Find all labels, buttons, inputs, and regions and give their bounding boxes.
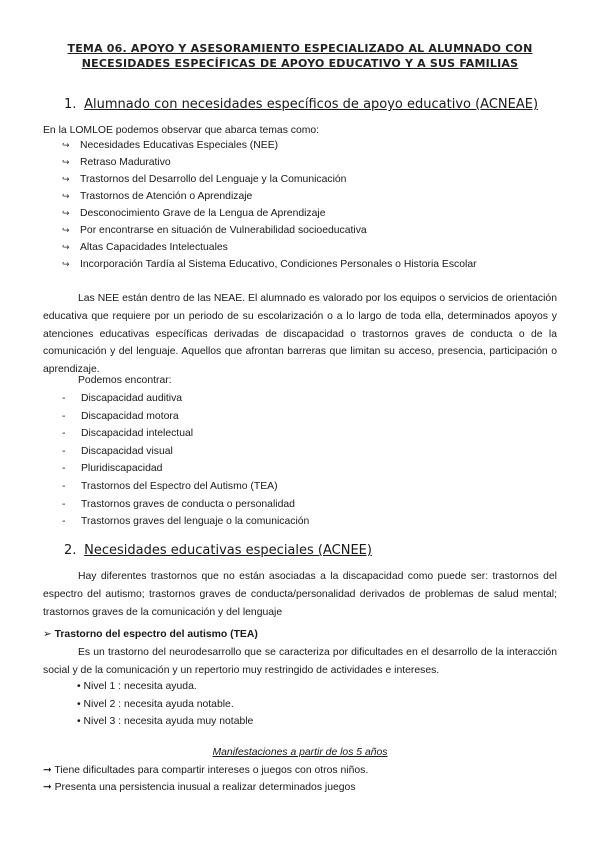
manifestation-item: ➞ Tiene dificultades para compartir intereses o juegos con otros niños. (43, 765, 369, 776)
dash-marker: - (62, 445, 66, 457)
curved-arrow-icon: ↪ (62, 208, 70, 218)
list-item: ↪ Incorporación Tardía al Sistema Educativo, Condiciones Personales o Historia Escolar (62, 256, 477, 273)
section-1-paragraph: Las NEE están dentro de las NEAE. El alumnado es valorado por los equipos o servicios de orientación educativa que requiere por un periodo de su escolarización o a lo largo de toda ella, determinados apoyos y atenciones educativas específicas derivadas de discapacidad o trastornos graves de conducta o de la comunicación y del lenguaje. Aquellos que afrontan barreras que limitan su acceso, presencia, participación o aprendizaje. (43, 293, 557, 376)
curved-arrow-icon: ↪ (62, 225, 70, 235)
list-item: - Trastornos del Espectro del Autismo (TEA) (62, 478, 309, 496)
disability-list (62, 390, 309, 531)
list-item: ↪ Por encontrarse en situación de Vulnerabilidad socioeducativa (62, 222, 477, 239)
manifestation-item: ➞ Presenta una persistencia inusual a realizar determinados juegos (43, 782, 356, 793)
section-1-title: Alumnado con necesidades específicos de apoyo educativo (ACNEAE) (84, 97, 539, 112)
list-item: - Discapacidad visual (62, 443, 309, 461)
list-item: - Discapacidad intelectual (62, 425, 309, 443)
dash-marker: - (62, 410, 66, 422)
dash-marker: - (62, 428, 66, 440)
section-1-intro: En la LOMLOE podemos observar que abarca temas como: (43, 125, 320, 136)
section-1-heading (64, 96, 538, 114)
list-item: - Trastornos graves de conducta o personalidad (62, 496, 309, 514)
curved-arrow-icon: ↪ (62, 157, 70, 167)
list-item: ↪ Retraso Madurativo (62, 154, 477, 171)
list-item: • Nivel 1 : necesita ayuda. (77, 681, 197, 692)
curved-arrow-icon: ↪ (62, 140, 70, 150)
list-item: ↪ Trastornos del Desarrollo del Lenguaje y la Comunicación (62, 171, 477, 188)
list-item: ↪ Desconocimiento Grave de la Lengua de Aprendizaje (62, 205, 477, 222)
section-1-number: 1. (64, 97, 77, 112)
dash-marker: - (62, 480, 66, 492)
list-item: • Nivel 3 : necesita ayuda muy notable (77, 716, 254, 727)
list-item: - Discapacidad motora (62, 408, 309, 426)
section-2-number: 2. (64, 543, 77, 558)
tea-levels-list (77, 678, 253, 731)
curved-arrow-icon: ↪ (62, 259, 70, 269)
dash-marker: - (62, 498, 66, 510)
curved-arrow-icon: ↪ (62, 191, 70, 201)
dash-marker: - (62, 516, 66, 528)
section-2-title: Necesidades educativas especiales (ACNEE) (84, 543, 372, 558)
section-2-paragraph: Hay diferentes trastornos que no están asociadas a la discapacidad como puede ser: trastornos del espectro del autismo; trastornos graves de conducta/personalidad derivados de problemas de salud mental; trastornos graves de la comunicación y del lenguaje (43, 571, 557, 618)
list-item: • Nivel 2 : necesita ayuda notable. (77, 698, 234, 710)
section-2-heading (64, 542, 372, 560)
curved-arrow-icon: ↪ (62, 242, 70, 252)
list-item: ↪ Trastornos de Atención o Aprendizaje (62, 188, 477, 205)
curved-arrow-icon: ↪ (62, 174, 70, 184)
dash-marker: - (62, 393, 66, 404)
section-1-sub-intro: Podemos encontrar: (78, 375, 172, 386)
tea-paragraph: Es un trastorno del neurodesarrollo que se caracteriza por dificultades en el desarrollo de la interacción social y de la comunicación y un repertorio muy restringido de actividades e intereses. (43, 647, 557, 676)
list-item: ↪ Altas Capacidades Intelectuales (62, 239, 477, 256)
manifestations-title: Manifestaciones a partir de los 5 años (212, 747, 388, 758)
list-item: - Trastornos graves del lenguaje o la comunicación (62, 513, 309, 531)
list-item: ↪ Necesidades Educativas Especiales (NEE) (62, 137, 477, 154)
dash-marker: - (62, 463, 66, 475)
list-item: - Discapacidad auditiva (62, 390, 309, 408)
list-item: - Pluridiscapacidad (62, 460, 309, 478)
document-title: TEMA 06. APOYO Y ASESORAMIENTO ESPECIALIZADO AL ALUMNADO CON NECESIDADES ESPECÍFICAS DE APOYO EDUCATIVO Y A SUS FAMILIAS (67, 42, 533, 70)
tea-heading: ➢ Trastorno del espectro del autismo (TEA) (43, 629, 258, 640)
section-1-topic-list (62, 137, 477, 273)
